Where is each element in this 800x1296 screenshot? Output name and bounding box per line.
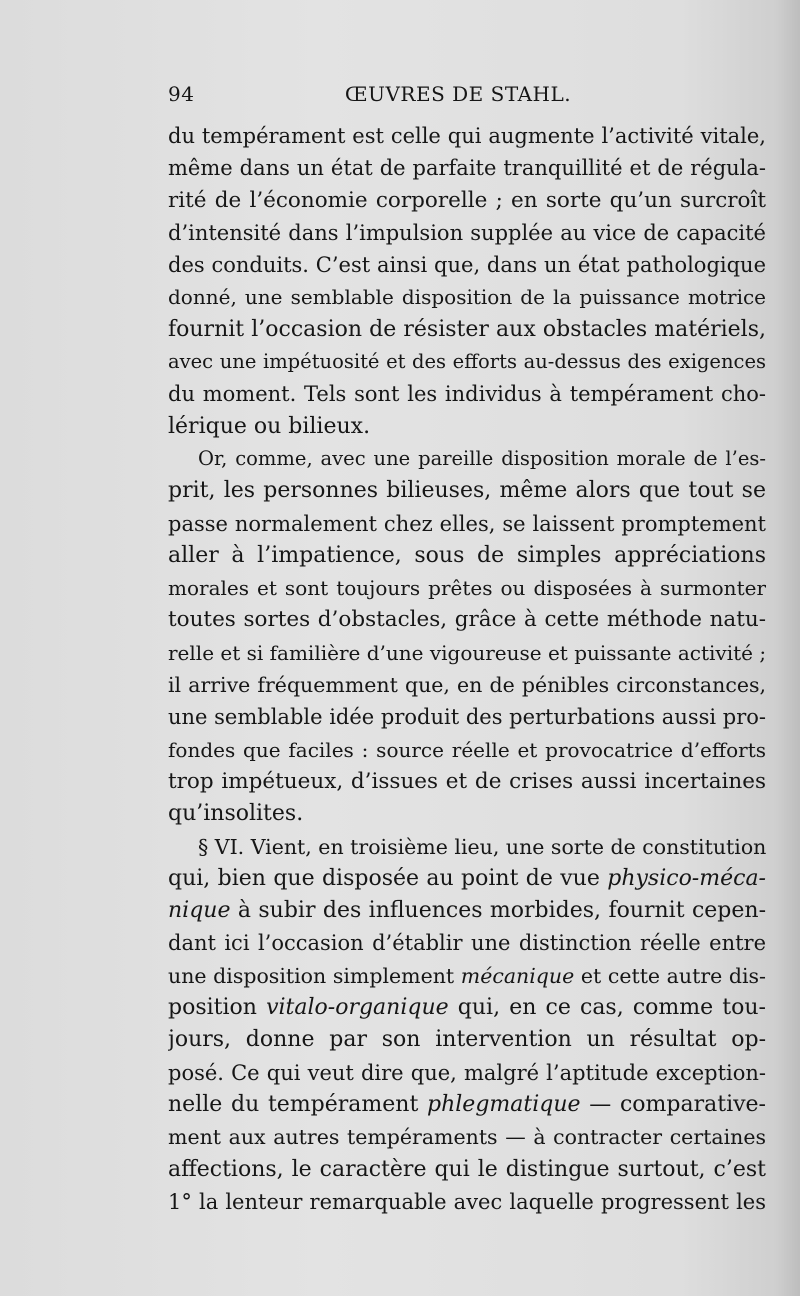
text-line: trop impétueux, d’issues et de crises aussi incertaines xyxy=(168,768,766,794)
section-heading-line: § VI. Vient, en troisième lieu, une sorte de constitution xyxy=(198,834,766,859)
text-line: toutes sortes d’obstacles, grâce à cette méthode natu- xyxy=(168,607,766,633)
text-line: passe normalement chez elles, se laissent promptement xyxy=(168,511,766,536)
text-line: dant ici l’occasion d’établir une distinction réelle entre xyxy=(168,931,766,956)
text-line: du moment. Tels sont les individus à tempérament cho- xyxy=(168,382,766,407)
text-line: 1° la lenteur remarquable avec laquelle progressent les xyxy=(168,1189,766,1214)
text-line: une semblable idée produit des perturbations aussi pro- xyxy=(168,705,766,730)
text-line: même dans un état de parfaite tranquillité et de régula- xyxy=(168,156,766,181)
text-line: des conduits. C’est ainsi que, dans un état pathologique xyxy=(168,253,766,278)
text-line: prit, les personnes bilieuses, même alors que tout se xyxy=(168,478,766,504)
text-line: du tempérament est celle qui augmente l’activité vitale, xyxy=(168,124,766,148)
page-number: 94 xyxy=(168,82,195,106)
text-line: fondes que faciles : source réelle et provocatrice d’efforts xyxy=(168,737,766,762)
text-line: il arrive fréquemment que, en de pénibles circonstances, xyxy=(168,673,766,698)
text-line: fournit l’occasion de résister aux obstacles matériels, xyxy=(168,316,766,342)
text-line: rité de l’économie corporelle ; en sorte qu’un surcroît xyxy=(168,187,766,213)
text-line: qui, bien que disposée au point de vue physico-méca- xyxy=(168,865,766,891)
body-text xyxy=(168,120,766,1218)
text-line: affections, le caractère qui le distingue surtout, c’est xyxy=(168,1156,766,1182)
text-line: morales et sont toujours prêtes ou disposées à surmonter xyxy=(168,576,766,601)
text-line: avec une impétuosité et des efforts au-dessus des exigences xyxy=(168,350,766,374)
page-header xyxy=(168,82,768,112)
text-line: d’intensité dans l’impulsion supplée au vice de capacité xyxy=(168,220,766,245)
text-line: position vitalo-organique qui, en ce cas, comme tou- xyxy=(168,995,766,1021)
text-line: nelle du tempérament phlegmatique — comparative- xyxy=(168,1091,766,1117)
text-line: nique à subir des influences morbides, fournit cepen- xyxy=(168,898,766,924)
text-line: Or, comme, avec une pareille disposition morale de l’es- xyxy=(198,446,766,470)
text-line: lérique ou bilieux. xyxy=(168,413,371,439)
text-line: qu’insolites. xyxy=(168,801,304,827)
text-line: posé. Ce qui veut dire que, malgré l’aptitude exception- xyxy=(168,1060,766,1085)
running-title: ŒUVRES DE STAHL. xyxy=(344,82,572,106)
text-line: relle et si familière d’une vigoureuse et puissante activité ; xyxy=(168,640,766,665)
text-line: aller à l’impatience, sous de simples appréciations xyxy=(168,542,766,568)
text-line: ment aux autres tempéraments — à contracter certaines xyxy=(168,1125,766,1150)
text-line: donné, une semblable disposition de la puissance motrice xyxy=(168,285,766,310)
text-line: une disposition simplement mécanique et cette autre dis- xyxy=(168,963,766,988)
text-line: jours, donne par son intervention un résultat op- xyxy=(168,1027,766,1053)
